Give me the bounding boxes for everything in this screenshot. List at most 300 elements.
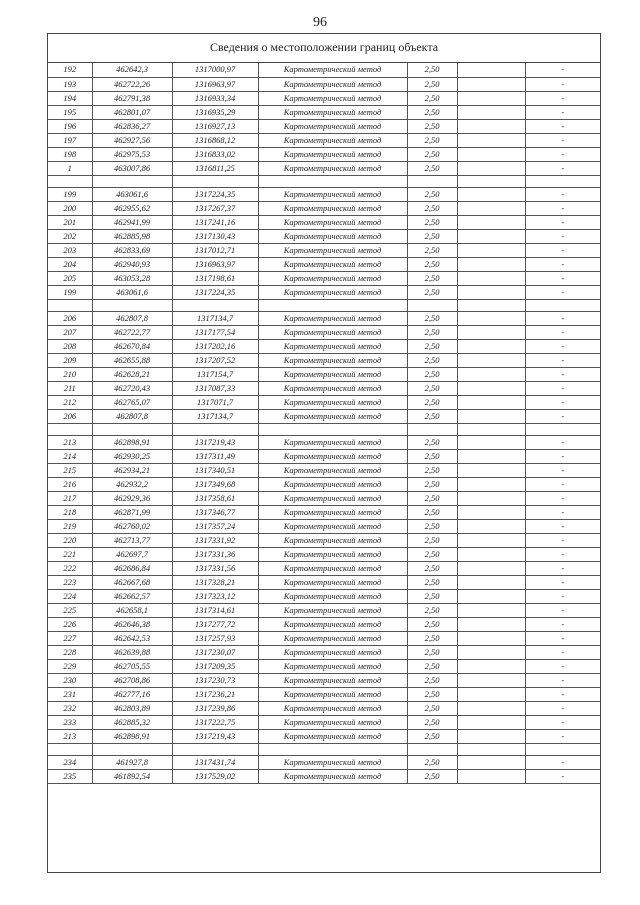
note-cell: - — [525, 687, 600, 701]
x-coordinate-cell: 461892,54 — [92, 769, 172, 783]
x-coordinate-cell: 462871,99 — [92, 505, 172, 519]
x-coordinate-cell: 462713,77 — [92, 533, 172, 547]
description-cell — [457, 187, 525, 201]
y-coordinate-cell: 1317222,75 — [172, 715, 258, 729]
method-cell: Картометрический метод — [258, 381, 407, 395]
description-cell — [457, 91, 525, 105]
note-cell: - — [525, 617, 600, 631]
note-cell: - — [525, 603, 600, 617]
description-cell — [457, 147, 525, 161]
table-row — [48, 701, 600, 715]
x-coordinate-cell: 462722,26 — [92, 77, 172, 91]
y-coordinate-cell: 1317431,74 — [172, 755, 258, 769]
y-coordinate-cell: 1317241,16 — [172, 215, 258, 229]
y-coordinate-cell: 1317239,86 — [172, 701, 258, 715]
x-coordinate-cell: 462803,89 — [92, 701, 172, 715]
x-coordinate-cell: 463007,86 — [92, 161, 172, 175]
description-cell — [457, 339, 525, 353]
y-coordinate-cell: 1317331,56 — [172, 561, 258, 575]
accuracy-cell: 2,50 — [407, 381, 457, 395]
table-row — [48, 105, 600, 119]
point-number-cell: 220 — [48, 533, 92, 547]
accuracy-cell: 2,50 — [407, 617, 457, 631]
x-coordinate-cell: 462807,8 — [92, 311, 172, 325]
y-coordinate-cell: 1317134,7 — [172, 311, 258, 325]
y-coordinate-cell: 1317331,36 — [172, 547, 258, 561]
separator-cell — [525, 743, 600, 755]
accuracy-cell: 2,50 — [407, 229, 457, 243]
table-row — [48, 435, 600, 449]
note-cell: - — [525, 491, 600, 505]
method-cell: Картометрический метод — [258, 161, 407, 175]
accuracy-cell: 2,50 — [407, 449, 457, 463]
note-cell: - — [525, 673, 600, 687]
separator-cell — [457, 423, 525, 435]
point-number-cell: 235 — [48, 769, 92, 783]
description-cell — [457, 673, 525, 687]
accuracy-cell: 2,50 — [407, 547, 457, 561]
separator-cell — [407, 743, 457, 755]
accuracy-cell: 2,50 — [407, 561, 457, 575]
point-number-cell: 202 — [48, 229, 92, 243]
method-cell: Картометрический метод — [258, 435, 407, 449]
method-cell: Картометрический метод — [258, 519, 407, 533]
accuracy-cell: 2,50 — [407, 395, 457, 409]
method-cell: Картометрический метод — [258, 367, 407, 381]
note-cell: - — [525, 533, 600, 547]
accuracy-cell: 2,50 — [407, 505, 457, 519]
description-cell — [457, 367, 525, 381]
y-coordinate-cell: 1316833,02 — [172, 147, 258, 161]
point-number-cell: 233 — [48, 715, 92, 729]
table-row — [48, 133, 600, 147]
table-row — [48, 409, 600, 423]
y-coordinate-cell: 1317202,16 — [172, 339, 258, 353]
note-cell: - — [525, 215, 600, 229]
group-separator — [48, 175, 600, 187]
note-cell: - — [525, 285, 600, 299]
y-coordinate-cell: 1317230,07 — [172, 645, 258, 659]
method-cell: Картометрический метод — [258, 617, 407, 631]
separator-cell — [172, 743, 258, 755]
accuracy-cell: 2,50 — [407, 339, 457, 353]
y-coordinate-cell: 1317224,35 — [172, 285, 258, 299]
x-coordinate-cell: 462722,77 — [92, 325, 172, 339]
y-coordinate-cell: 1317314,61 — [172, 603, 258, 617]
y-coordinate-cell: 1316811,25 — [172, 161, 258, 175]
method-cell: Картометрический метод — [258, 63, 407, 77]
description-cell — [457, 561, 525, 575]
accuracy-cell: 2,50 — [407, 659, 457, 673]
point-number-cell: 213 — [48, 435, 92, 449]
x-coordinate-cell: 463061,6 — [92, 285, 172, 299]
description-cell — [457, 729, 525, 743]
point-number-cell: 205 — [48, 271, 92, 285]
x-coordinate-cell: 462765,07 — [92, 395, 172, 409]
separator-cell — [525, 175, 600, 187]
table-row — [48, 589, 600, 603]
note-cell: - — [525, 769, 600, 783]
note-cell: - — [525, 243, 600, 257]
table-row — [48, 161, 600, 175]
coordinates-table-body — [48, 63, 600, 783]
x-coordinate-cell: 462760,02 — [92, 519, 172, 533]
table-row — [48, 187, 600, 201]
note-cell: - — [525, 645, 600, 659]
description-cell — [457, 133, 525, 147]
x-coordinate-cell: 462898,91 — [92, 435, 172, 449]
point-number-cell: 206 — [48, 409, 92, 423]
method-cell: Картометрический метод — [258, 271, 407, 285]
x-coordinate-cell: 462941,99 — [92, 215, 172, 229]
x-coordinate-cell: 462836,27 — [92, 119, 172, 133]
table-row — [48, 271, 600, 285]
note-cell: - — [525, 201, 600, 215]
note-cell: - — [525, 715, 600, 729]
description-cell — [457, 769, 525, 783]
x-coordinate-cell: 462655,88 — [92, 353, 172, 367]
description-cell — [457, 533, 525, 547]
point-number-cell: 218 — [48, 505, 92, 519]
note-cell: - — [525, 63, 600, 77]
accuracy-cell: 2,50 — [407, 311, 457, 325]
note-cell: - — [525, 589, 600, 603]
x-coordinate-cell: 462791,38 — [92, 91, 172, 105]
x-coordinate-cell: 462927,56 — [92, 133, 172, 147]
description-cell — [457, 519, 525, 533]
x-coordinate-cell: 462777,16 — [92, 687, 172, 701]
note-cell: - — [525, 77, 600, 91]
accuracy-cell: 2,50 — [407, 491, 457, 505]
table-row — [48, 631, 600, 645]
note-cell: - — [525, 463, 600, 477]
point-number-cell: 215 — [48, 463, 92, 477]
description-cell — [457, 435, 525, 449]
point-number-cell: 211 — [48, 381, 92, 395]
point-number-cell: 224 — [48, 589, 92, 603]
description-cell — [457, 285, 525, 299]
point-number-cell: 217 — [48, 491, 92, 505]
description-cell — [457, 161, 525, 175]
separator-cell — [172, 423, 258, 435]
note-cell: - — [525, 395, 600, 409]
description-cell — [457, 755, 525, 769]
x-coordinate-cell: 462639,88 — [92, 645, 172, 659]
table-row — [48, 715, 600, 729]
method-cell: Картометрический метод — [258, 215, 407, 229]
table-row — [48, 505, 600, 519]
table-row — [48, 575, 600, 589]
accuracy-cell: 2,50 — [407, 533, 457, 547]
method-cell: Картометрический метод — [258, 687, 407, 701]
method-cell: Картометрический метод — [258, 243, 407, 257]
note-cell: - — [525, 257, 600, 271]
point-number-cell: 193 — [48, 77, 92, 91]
y-coordinate-cell: 1317311,49 — [172, 449, 258, 463]
table-row — [48, 463, 600, 477]
description-cell — [457, 491, 525, 505]
note-cell: - — [525, 409, 600, 423]
description-cell — [457, 547, 525, 561]
accuracy-cell: 2,50 — [407, 715, 457, 729]
description-cell — [457, 353, 525, 367]
point-number-cell: 227 — [48, 631, 92, 645]
table-row — [48, 603, 600, 617]
point-number-cell: 201 — [48, 215, 92, 229]
method-cell: Картометрический метод — [258, 755, 407, 769]
method-cell: Картометрический метод — [258, 769, 407, 783]
x-coordinate-cell: 462667,68 — [92, 575, 172, 589]
separator-cell — [407, 175, 457, 187]
accuracy-cell: 2,50 — [407, 477, 457, 491]
description-cell — [457, 257, 525, 271]
note-cell: - — [525, 755, 600, 769]
separator-cell — [525, 423, 600, 435]
description-cell — [457, 271, 525, 285]
point-number-cell: 198 — [48, 147, 92, 161]
separator-cell — [258, 743, 407, 755]
note-cell: - — [525, 381, 600, 395]
table-row — [48, 229, 600, 243]
accuracy-cell: 2,50 — [407, 603, 457, 617]
description-cell — [457, 201, 525, 215]
group-separator — [48, 743, 600, 755]
point-number-cell: 219 — [48, 519, 92, 533]
method-cell: Картометрический метод — [258, 409, 407, 423]
x-coordinate-cell: 462801,07 — [92, 105, 172, 119]
table-row — [48, 547, 600, 561]
point-number-cell: 208 — [48, 339, 92, 353]
note-cell: - — [525, 311, 600, 325]
note-cell: - — [525, 575, 600, 589]
x-coordinate-cell: 462898,91 — [92, 729, 172, 743]
table-row — [48, 477, 600, 491]
point-number-cell: 209 — [48, 353, 92, 367]
separator-cell — [48, 175, 92, 187]
y-coordinate-cell: 1317134,7 — [172, 409, 258, 423]
method-cell: Картометрический метод — [258, 603, 407, 617]
note-cell: - — [525, 547, 600, 561]
separator-cell — [258, 299, 407, 311]
y-coordinate-cell: 1317331,92 — [172, 533, 258, 547]
method-cell: Картометрический метод — [258, 119, 407, 133]
point-number-cell: 223 — [48, 575, 92, 589]
separator-cell — [172, 175, 258, 187]
accuracy-cell: 2,50 — [407, 243, 457, 257]
y-coordinate-cell: 1317224,35 — [172, 187, 258, 201]
note-cell: - — [525, 435, 600, 449]
separator-cell — [92, 743, 172, 755]
point-number-cell: 196 — [48, 119, 92, 133]
y-coordinate-cell: 1317130,43 — [172, 229, 258, 243]
table-row — [48, 63, 600, 77]
note-cell: - — [525, 271, 600, 285]
note-cell: - — [525, 133, 600, 147]
method-cell: Картометрический метод — [258, 105, 407, 119]
accuracy-cell: 2,50 — [407, 325, 457, 339]
page-number: 96 — [313, 15, 327, 30]
note-cell: - — [525, 701, 600, 715]
note-cell: - — [525, 561, 600, 575]
note-cell: - — [525, 119, 600, 133]
y-coordinate-cell: 1317340,51 — [172, 463, 258, 477]
description-cell — [457, 449, 525, 463]
x-coordinate-cell: 462686,84 — [92, 561, 172, 575]
y-coordinate-cell: 1317207,52 — [172, 353, 258, 367]
point-number-cell: 216 — [48, 477, 92, 491]
table-row — [48, 325, 600, 339]
note-cell: - — [525, 367, 600, 381]
description-cell — [457, 243, 525, 257]
description-cell — [457, 325, 525, 339]
table-row — [48, 381, 600, 395]
y-coordinate-cell: 1317236,21 — [172, 687, 258, 701]
description-cell — [457, 631, 525, 645]
point-number-cell: 199 — [48, 285, 92, 299]
table-row — [48, 617, 600, 631]
method-cell: Картометрический метод — [258, 729, 407, 743]
note-cell: - — [525, 505, 600, 519]
table-row — [48, 395, 600, 409]
y-coordinate-cell: 1317219,43 — [172, 435, 258, 449]
group-separator — [48, 423, 600, 435]
accuracy-cell: 2,50 — [407, 645, 457, 659]
point-number-cell: 210 — [48, 367, 92, 381]
method-cell: Картометрический метод — [258, 589, 407, 603]
description-cell — [457, 617, 525, 631]
table-row — [48, 215, 600, 229]
method-cell: Картометрический метод — [258, 673, 407, 687]
accuracy-cell: 2,50 — [407, 63, 457, 77]
y-coordinate-cell: 1317000,97 — [172, 63, 258, 77]
x-coordinate-cell: 461927,8 — [92, 755, 172, 769]
point-number-cell: 197 — [48, 133, 92, 147]
y-coordinate-cell: 1316868,12 — [172, 133, 258, 147]
x-coordinate-cell: 462955,62 — [92, 201, 172, 215]
accuracy-cell: 2,50 — [407, 201, 457, 215]
method-cell: Картометрический метод — [258, 311, 407, 325]
description-cell — [457, 645, 525, 659]
y-coordinate-cell: 1317177,54 — [172, 325, 258, 339]
method-cell: Картометрический метод — [258, 187, 407, 201]
x-coordinate-cell: 463061,6 — [92, 187, 172, 201]
description-cell — [457, 477, 525, 491]
table-row — [48, 77, 600, 91]
x-coordinate-cell: 462720,43 — [92, 381, 172, 395]
accuracy-cell: 2,50 — [407, 575, 457, 589]
note-cell: - — [525, 187, 600, 201]
description-cell — [457, 215, 525, 229]
table-row — [48, 645, 600, 659]
separator-cell — [92, 175, 172, 187]
table-row — [48, 285, 600, 299]
point-number-cell: 200 — [48, 201, 92, 215]
accuracy-cell: 2,50 — [407, 687, 457, 701]
description-cell — [457, 77, 525, 91]
method-cell: Картометрический метод — [258, 463, 407, 477]
x-coordinate-cell: 462930,25 — [92, 449, 172, 463]
accuracy-cell: 2,50 — [407, 147, 457, 161]
y-coordinate-cell: 1317087,33 — [172, 381, 258, 395]
point-number-cell: 213 — [48, 729, 92, 743]
method-cell: Картометрический метод — [258, 449, 407, 463]
note-cell: - — [525, 105, 600, 119]
note-cell: - — [525, 631, 600, 645]
note-cell: - — [525, 353, 600, 367]
x-coordinate-cell: 462646,38 — [92, 617, 172, 631]
point-number-cell: 192 — [48, 63, 92, 77]
y-coordinate-cell: 1317349,68 — [172, 477, 258, 491]
table-row — [48, 673, 600, 687]
table-row — [48, 367, 600, 381]
y-coordinate-cell: 1317219,43 — [172, 729, 258, 743]
coordinates-table — [48, 63, 600, 784]
table-row — [48, 561, 600, 575]
separator-cell — [172, 299, 258, 311]
x-coordinate-cell: 462658,1 — [92, 603, 172, 617]
separator-cell — [48, 743, 92, 755]
method-cell: Картометрический метод — [258, 395, 407, 409]
method-cell: Картометрический метод — [258, 533, 407, 547]
note-cell: - — [525, 161, 600, 175]
accuracy-cell: 2,50 — [407, 105, 457, 119]
note-cell: - — [525, 659, 600, 673]
description-cell — [457, 701, 525, 715]
x-coordinate-cell: 462642,53 — [92, 631, 172, 645]
y-coordinate-cell: 1317358,61 — [172, 491, 258, 505]
method-cell: Картометрический метод — [258, 659, 407, 673]
y-coordinate-cell: 1317198,61 — [172, 271, 258, 285]
note-cell: - — [525, 229, 600, 243]
x-coordinate-cell: 462940,93 — [92, 257, 172, 271]
method-cell: Картометрический метод — [258, 257, 407, 271]
point-number-cell: 1 — [48, 161, 92, 175]
accuracy-cell: 2,50 — [407, 673, 457, 687]
accuracy-cell: 2,50 — [407, 285, 457, 299]
separator-cell — [92, 299, 172, 311]
description-cell — [457, 311, 525, 325]
table-row — [48, 243, 600, 257]
separator-cell — [457, 175, 525, 187]
x-coordinate-cell: 462885,98 — [92, 229, 172, 243]
table-row — [48, 491, 600, 505]
method-cell: Картометрический метод — [258, 491, 407, 505]
y-coordinate-cell: 1317357,24 — [172, 519, 258, 533]
description-cell — [457, 119, 525, 133]
table-row — [48, 119, 600, 133]
x-coordinate-cell: 462662,57 — [92, 589, 172, 603]
accuracy-cell: 2,50 — [407, 367, 457, 381]
table-row — [48, 353, 600, 367]
point-number-cell: 229 — [48, 659, 92, 673]
x-coordinate-cell: 462670,84 — [92, 339, 172, 353]
separator-cell — [258, 423, 407, 435]
note-cell: - — [525, 91, 600, 105]
accuracy-cell: 2,50 — [407, 631, 457, 645]
table-row — [48, 339, 600, 353]
point-number-cell: 203 — [48, 243, 92, 257]
point-number-cell: 212 — [48, 395, 92, 409]
y-coordinate-cell: 1317154,7 — [172, 367, 258, 381]
accuracy-cell: 2,50 — [407, 409, 457, 423]
point-number-cell: 199 — [48, 187, 92, 201]
description-cell — [457, 687, 525, 701]
x-coordinate-cell: 462628,21 — [92, 367, 172, 381]
point-number-cell: 221 — [48, 547, 92, 561]
point-number-cell: 226 — [48, 617, 92, 631]
table-row — [48, 533, 600, 547]
accuracy-cell: 2,50 — [407, 77, 457, 91]
